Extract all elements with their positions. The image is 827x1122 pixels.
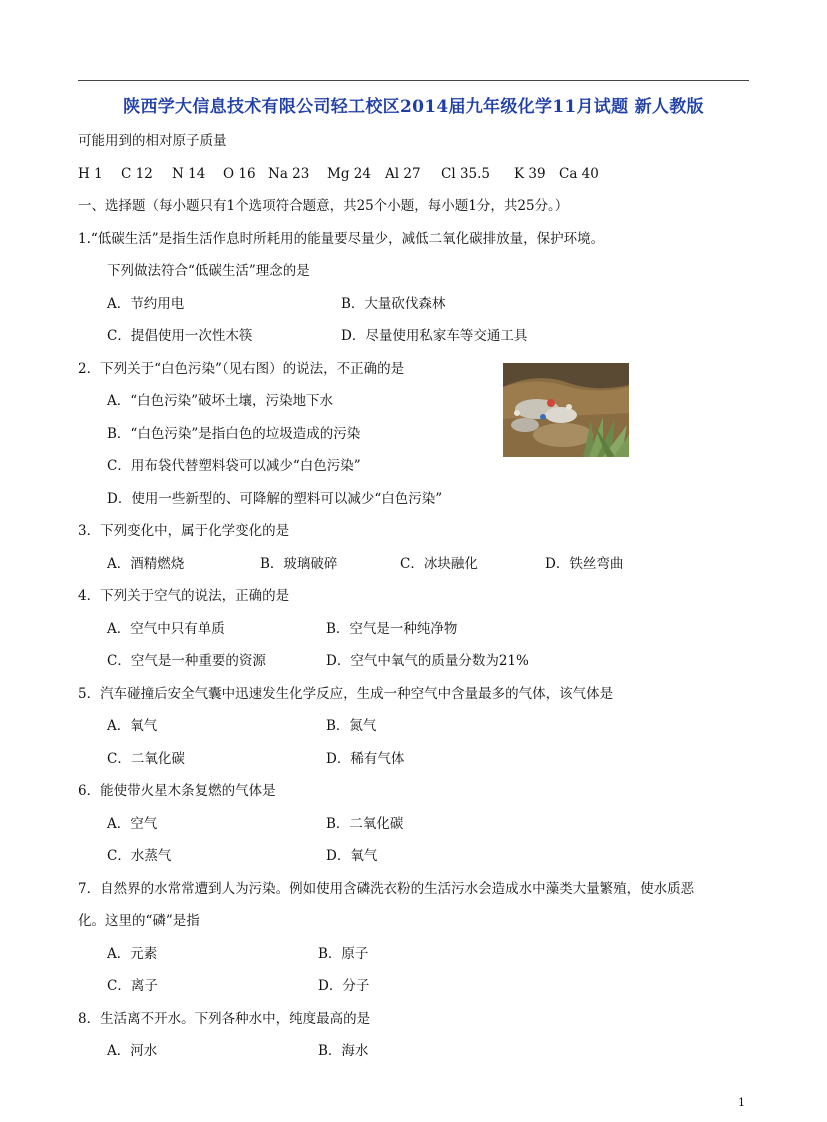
option-6d: D．氧气	[326, 848, 378, 864]
option-5d: D．稀有气体	[326, 751, 405, 767]
option-1d: D．尽量使用私家车等交通工具	[341, 328, 528, 344]
option-3a: A．酒精燃烧	[107, 556, 185, 572]
question-1-stem: 1.“低碳生活”是指生活作息时所耗用的能量要尽量少，减低二氧化碳排放量，保护环境。	[78, 231, 605, 247]
mass-heading: 可能用到的相对原子质量	[78, 133, 227, 149]
mass-item: Al 27	[385, 166, 421, 182]
option-1b: B．大量砍伐森林	[341, 296, 446, 312]
question-1-stem-cont: 下列做法符合“低碳生活”理念的是	[107, 263, 310, 279]
option-2a: A．“白色污染”破坏土壤，污染地下水	[107, 393, 334, 409]
option-7d: D．分子	[318, 978, 370, 994]
option-6a: A．空气	[107, 816, 158, 832]
option-5a: A．氧气	[107, 718, 158, 734]
page-title: 陕西学大信息技术有限公司轻工校区2014届九年级化学11月试题 新人教版	[123, 97, 704, 117]
option-3b: B．玻璃破碎	[260, 556, 338, 572]
white-pollution-photo	[503, 363, 629, 457]
option-3d: D．铁丝弯曲	[545, 556, 624, 572]
page-number: 1	[738, 1096, 745, 1109]
question-7-stem: 7．自然界的水常常遭到人为污染。例如使用含磷洗衣粉的生活污水会造成水中藻类大量繁殖，使水质恶	[78, 881, 695, 897]
option-5c: C．二氧化碳	[107, 751, 185, 767]
question-4-stem: 4．下列关于空气的说法，正确的是	[78, 588, 290, 604]
option-4c: C．空气是一种重要的资源	[107, 653, 266, 669]
mass-item: Ca 40	[559, 166, 599, 182]
option-7b: B．原子	[318, 946, 369, 962]
header-rule	[78, 80, 749, 81]
section-heading: 一、选择题（每小题只有1个选项符合题意，共25个小题，每小题1分，共25分。）	[78, 198, 569, 214]
mass-item: Na 23	[268, 166, 310, 182]
option-5b: B．氮气	[326, 718, 377, 734]
mass-item: Mg 24	[327, 166, 371, 182]
question-8-stem: 8．生活离不开水。下列各种水中，纯度最高的是	[78, 1011, 371, 1027]
option-1c: C．提倡使用一次性木筷	[107, 328, 253, 344]
option-2b: B．“白色污染”是指白色的垃圾造成的污染	[107, 426, 361, 442]
option-3c: C．冰块融化	[400, 556, 478, 572]
option-6c: C．水蒸气	[107, 848, 172, 864]
question-2-stem: 2．下列关于“白色污染”（见右图）的说法，不正确的是	[78, 361, 405, 377]
option-2c: C．用布袋代替塑料袋可以减少“白色污染”	[107, 458, 361, 474]
option-7a: A．元素	[107, 946, 158, 962]
mass-item: K 39	[514, 166, 546, 182]
option-6b: B．二氧化碳	[326, 816, 404, 832]
mass-item: O 16	[223, 166, 256, 182]
mass-item: Cl 35.5	[441, 166, 490, 182]
question-5-stem: 5．汽车碰撞后安全气囊中迅速发生化学反应，生成一种空气中含量最多的气体，该气体是	[78, 686, 614, 702]
option-2d: D．使用一些新型的、可降解的塑料可以减少“白色污染”	[107, 491, 443, 507]
option-4b: B．空气是一种纯净物	[326, 621, 458, 637]
question-7-stem-cont: 化。这里的“磷”是指	[78, 913, 200, 929]
question-3-stem: 3．下列变化中，属于化学变化的是	[78, 523, 290, 539]
option-1a: A．节约用电	[107, 296, 185, 312]
option-8b: B．海水	[318, 1043, 369, 1059]
question-6-stem: 6．能使带火星木条复燃的气体是	[78, 783, 276, 799]
mass-item: C 12	[121, 166, 153, 182]
mass-item: H 1	[78, 166, 103, 182]
option-4d: D．空气中氧气的质量分数为21%	[326, 653, 529, 669]
option-4a: A．空气中只有单质	[107, 621, 225, 637]
option-7c: C．离子	[107, 978, 158, 994]
mass-item: N 14	[172, 166, 206, 182]
option-8a: A．河水	[107, 1043, 158, 1059]
